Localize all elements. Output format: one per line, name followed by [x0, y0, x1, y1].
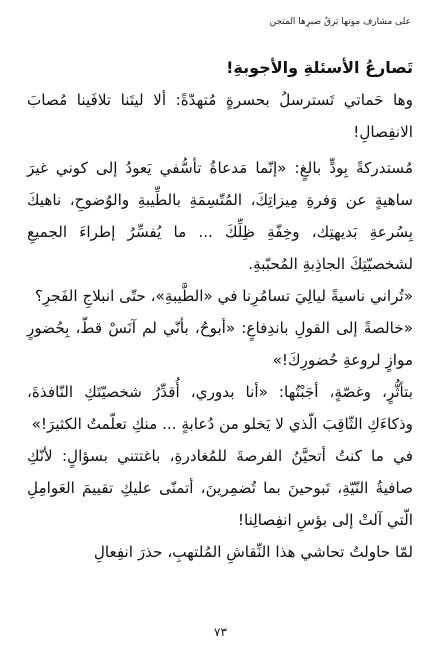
- running-head: على مشارف موتها بَرقُ صبرِها المتجن: [269, 17, 411, 27]
- paragraph: بتأثُّرٍ، وغصّةٍ، أجَبْتُها: «أنا بدوري، أُقدِّرُ شخصيّتَكِ النّافذةَ، وذكاءَكِ الثّاقِبَ الّذي لا يَخلو من دُعابةٍ ... منكِ تعلّمتُ الكثيرَ!»: [27, 383, 413, 433]
- page-number: ٧٣: [214, 625, 227, 639]
- body-text: [27, 52, 413, 568]
- paragraph: لمّا حاولتُ تحاشي هذا النِّقاشِ المُلتهبِ، حذرَ انفِعالِ: [93, 543, 413, 561]
- paragraph: مُستدركةً بِودٍّ بالغٍ: «إنّما مَدعاةُ تأسُّفي يَعودُ إلى كوني غيرَ ساهيةٍ عن وَفرةِ مِيزاتِكَ، المُتّسِمَةِ بالطِّيبةِ والوُضوحِ، ناهيكَ بِسُرعةِ بَديهتِك، وخِفّةِ ظِلِّكَ ... ما يُفسِّرُ إطراءَ الجميعِ لشخصيّتِكَ الجاذِبةِ المُحبّبةِ.: [27, 159, 413, 273]
- paragraph: «تُراني ناسيةً ليالِيَ تسامُرِنا في «الطَّيبةِ»، حتّى انبلاجِ الفَجرِ؟: [34, 287, 413, 305]
- section-heading: تَصارعُ الأسئلةِ والأجوبةِ!: [226, 58, 413, 77]
- paragraph: في ما كنتُ أتحيَّنُ الفرصةَ للمُغادرةِ، باغتتني بسؤالٍ: لأنّكِ صافيةُ النّيّةِ، تَبوحينَ بما تُضمِرينَ، أتمنّى عليكِ تقييمَ العَوامِلِ الّتي آلتْ إلى بؤسِ انفِصالِنا!: [27, 447, 413, 529]
- paragraph: وها حَماتي تَسترسلُ بحسرةٍ مُتهدّةً: ألا ليتَنا تلافَينا مُصابَ الانفِصالِ!: [27, 91, 413, 141]
- paragraph: «خالصةً إلى القولِ باندِفاعٍ: «أبوحُ، بأنّي لم آنَسْ قطّ، بِحُضورٍ موازٍ لروعةِ حُضورِكَ!»: [27, 319, 413, 369]
